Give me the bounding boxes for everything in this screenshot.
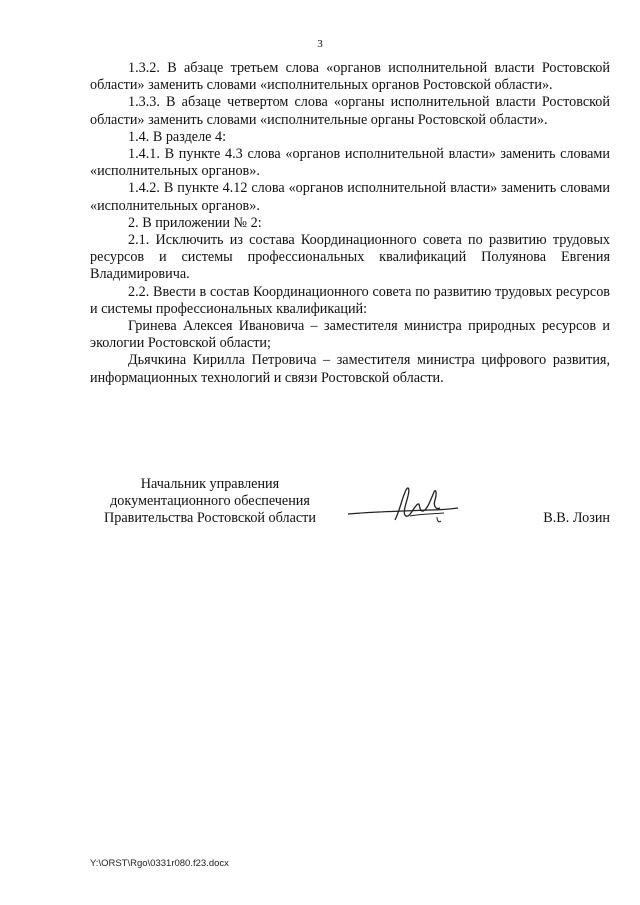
paragraph-member-grinev: Гринева Алексея Ивановича – заместителя министра природных ресурсов и экологии Ростовской области; xyxy=(90,318,610,352)
paragraph-member-dyachkin: Дьячкина Кирилла Петровича – заместителя министра цифрового развития, информационных технологий и связи Ростовской области. xyxy=(90,352,610,386)
paragraph-1-4: 1.4. В разделе 4: xyxy=(128,128,227,145)
document-body xyxy=(90,60,610,387)
paragraph-1-4-2: 1.4.2. В пункте 4.12 слова «органов исполнительной власти» заменить словами «исполнительных органов». xyxy=(90,180,610,214)
paragraph-2-1: 2.1. Исключить из состава Координационного совета по развитию трудовых ресурсов и системы профессиональных квалификаций Полуянова Евгения Владимировича. xyxy=(90,232,610,283)
signatory-title-line: Начальник управления xyxy=(140,476,280,492)
signatory-name: В.В. Лозин xyxy=(543,510,610,526)
signatory-title-line: документационного обеспечения xyxy=(110,493,310,510)
paragraph-2-2: 2.2. Ввести в состав Координационного совета по развитию трудовых ресурсов и системы профессиональных квалификаций: xyxy=(90,283,610,317)
paragraph-1-4-1: 1.4.1. В пункте 4.3 слова «органов исполнительной власти» заменить словами «исполнительных органов». xyxy=(90,146,610,180)
signatory-title-line: Правительства Ростовской области xyxy=(104,510,316,527)
paragraph-1-3-3: 1.3.3. В абзаце четвертом слова «органы исполнительной власти Ростовской области» заменить словами «исполнительные органы Ростовской области». xyxy=(90,94,610,128)
handwritten-signature xyxy=(340,470,470,540)
paragraph-1-3-2: 1.3.2. В абзаце третьем слова «органов исполнительной власти Ростовской области» заменить словами «исполнительных органов Ростовской области». xyxy=(90,60,610,94)
page-number: 3 xyxy=(317,38,323,50)
paragraph-2: 2. В приложении № 2: xyxy=(128,214,262,231)
signatory-title xyxy=(90,476,330,528)
signature-block xyxy=(90,476,610,546)
footer-file-path: Y:\ORST\Rgo\0331r080.f23.docx xyxy=(90,858,229,869)
